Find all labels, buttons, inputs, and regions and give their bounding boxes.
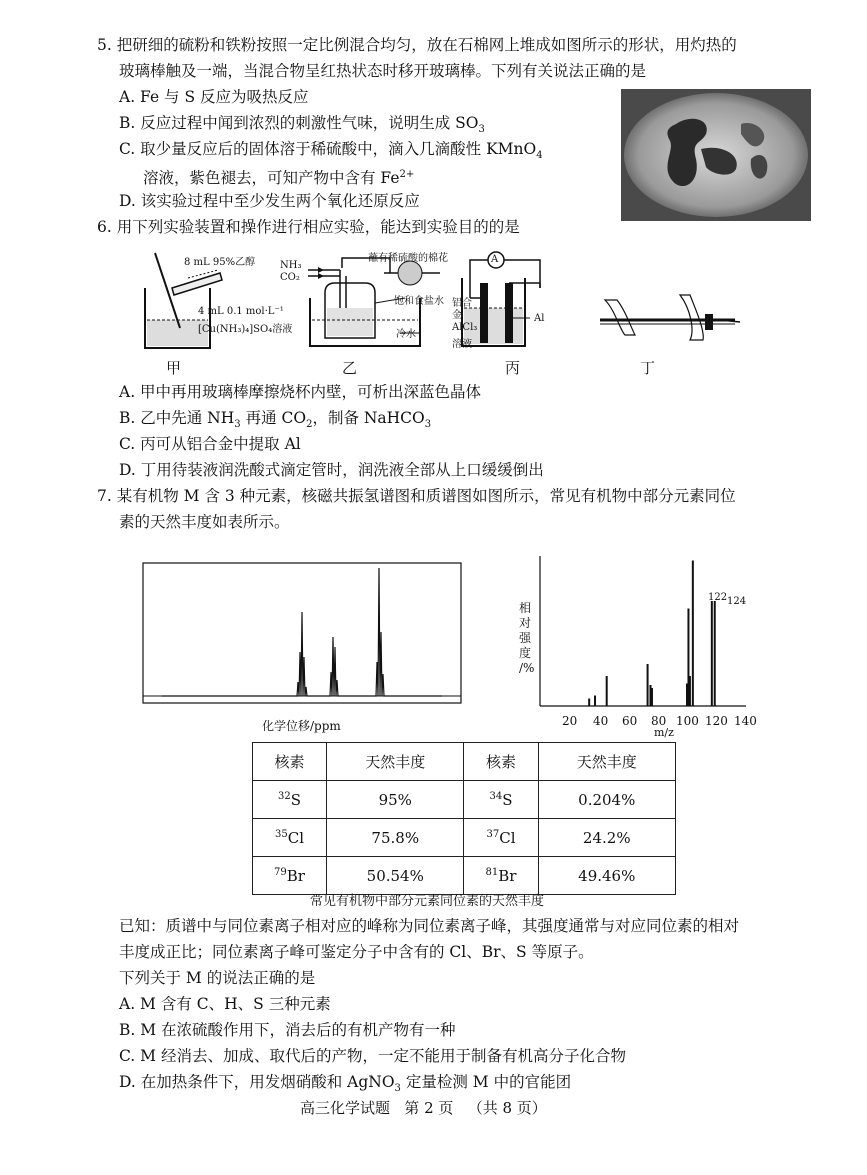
fig-jia-solution-label2: [Cu(NH₃)₄]SO₄溶液	[198, 324, 293, 335]
ms-peak	[689, 676, 691, 706]
q5-option-b: B. 反应过程中闻到浓烈的刺激性气味，说明生成 $SO_3$	[119, 114, 485, 136]
table-header: 天然丰度	[327, 743, 464, 781]
fig-yi-co2: CO₂	[280, 272, 300, 283]
ms-tick-100: 100	[676, 714, 699, 728]
nuclide-cell: $^{37}$Cl	[464, 819, 538, 857]
abundance-cell: 95%	[327, 781, 464, 819]
fig-bing-alloy1: 铝合	[452, 298, 472, 309]
q7-option-b: B. M 在浓硫酸作用下，消去后的有机产物有一种	[119, 1021, 456, 1039]
q6-stem: 6. 用下列实验装置和操作进行相应实验，能达到实验目的的是	[97, 218, 520, 236]
fig-bing-alcl3: AlCl₃	[452, 322, 478, 333]
fig-bing-alcl3-solution: 溶液	[452, 339, 472, 350]
q6-figure-ding	[595, 290, 745, 350]
q6-option-b: B. 乙中先通 $NH_3$ 再通 $CO_2$，制备 NaHCO$_3$	[119, 409, 432, 431]
ms-peak-label-124: 124	[727, 596, 747, 607]
ms-tick-120: 120	[705, 714, 728, 728]
table-header-row	[253, 743, 676, 781]
ms-peak	[606, 676, 608, 706]
nuclide-cell: $^{81}$Br	[464, 857, 538, 895]
ms-peak-label-122: 122	[708, 592, 728, 603]
q7-stem-line1: 7. 某有机物 M 含 3 种元素，核磁共振氢谱图和质谱图如图所示，常见有机物中部分元素同位	[97, 487, 736, 505]
fig-jia-solution-label1: 4 mL 0.1 mol·L⁻¹	[198, 306, 284, 317]
ms-peak	[594, 696, 596, 707]
nuclide-cell: $^{35}$Cl	[253, 819, 327, 857]
fig-caption-yi: 乙	[342, 359, 358, 377]
q6-option-c: C. 丙可从铝合金中提取 Al	[119, 435, 301, 453]
abundance-cell: 24.2%	[538, 819, 675, 857]
ms-peak	[692, 561, 694, 707]
fig-caption-jia: 甲	[166, 359, 182, 377]
fig-caption-bing: 丙	[505, 359, 521, 377]
fig-yi-brine: 饱和食盐水	[394, 296, 444, 307]
q5-stem-line2: 玻璃棒触及一端，当混合物呈红热状态时移开玻璃棒。下列有关说法正确的是	[119, 62, 647, 80]
fig-yi-cold-water: 冷水	[396, 329, 416, 340]
q7-known-line1: 已知：质谱中与同位素离子相对应的峰称为同位素离子峰，其强度通常与对应同位素的相对	[119, 917, 740, 935]
ms-tick-20: 20	[562, 714, 578, 728]
ms-peak	[711, 601, 713, 706]
q7-option-c: C. M 经消去、加成、取代后的产物，一定不能用于制备有机高分子化合物	[119, 1047, 626, 1065]
ms-peak	[651, 688, 653, 706]
nuclide-cell: $^{79}$Br	[253, 857, 327, 895]
q7-known-line2: 丰度成正比；同位素离子峰可鉴定分子中含有的 Cl、Br、S 等原子。	[119, 943, 594, 961]
ms-peak	[588, 699, 590, 707]
q7-stem-line2: 素的天然丰度如表所示。	[119, 513, 290, 531]
abundance-cell: 0.204%	[538, 781, 675, 819]
q5-option-a: A. Fe 与 S 反应为吸热反应	[119, 88, 309, 106]
ms-peak	[714, 601, 716, 706]
table-header: 天然丰度	[538, 743, 675, 781]
fig-bing-ammeter: A	[491, 254, 499, 265]
nuclide-cell: $^{34}$S	[464, 781, 538, 819]
ms-xlabel: m/z	[654, 726, 674, 739]
table-row	[253, 857, 676, 895]
nmr-xlabel: 化学位移/ppm	[262, 719, 341, 733]
q5-option-d: D. 该实验过程中至少发生两个氧化还原反应	[119, 192, 420, 210]
fig-yi-cotton: 蘸有稀硫酸的棉花	[368, 253, 448, 264]
abundance-cell: 50.54%	[327, 857, 464, 895]
fig-yi-nh3: NH₃	[280, 260, 302, 271]
fig-bing-alloy2: 金	[452, 310, 462, 321]
q5-option-c-line2: 溶液，紫色褪去，可知产物中含有 $Fe^{2+}$	[143, 169, 415, 188]
q5-stem-line1: 5. 把研细的硫粉和铁粉按照一定比例混合均匀，放在石棉网上堆成如图所示的形状，用灼热的	[97, 36, 737, 54]
q6-option-a: A. 甲中再用玻璃棒摩擦烧杯内壁，可析出深蓝色晶体	[119, 383, 482, 401]
ms-tick-40: 40	[593, 714, 609, 728]
ms-ylabel: 相 对 强 度 /%	[519, 601, 535, 675]
nuclide-cell: $^{32}$S	[253, 781, 327, 819]
table-header: 核素	[253, 743, 327, 781]
q5-option-c-line1: C. 取少量反应后的固体溶于稀硫酸中，滴入几滴酸性 KMnO$_4$	[119, 140, 543, 162]
ms-chart	[536, 556, 766, 714]
abundance-cell: 49.46%	[538, 857, 675, 895]
ms-tick-140: 140	[734, 714, 757, 728]
ms-tick-80: 80	[651, 714, 667, 728]
q6-option-d: D. 丁用待装液润洗酸式滴定管时，润洗液全部从上口缓缓倒出	[119, 461, 544, 479]
table-caption: 常见有机物中部分元素同位素的天然丰度	[310, 894, 545, 909]
q7-option-a: A. M 含有 C、H、S 三种元素	[119, 995, 331, 1013]
fig-jia-ethanol-label: 8 mL 95%乙醇	[184, 257, 256, 268]
q7-ask: 下列关于 M 的说法正确的是	[119, 969, 316, 987]
table-header: 核素	[464, 743, 538, 781]
fig-bing-al: Al	[534, 313, 545, 324]
nmr-spectrum	[142, 562, 462, 712]
fig-caption-ding: 丁	[640, 359, 656, 377]
q7-option-d: D. 在加热条件下，用发烟硝酸和 AgNO$_3$ 定量检测 M 中的官能团	[119, 1073, 572, 1095]
abundance-cell: 75.8%	[327, 819, 464, 857]
table-row	[253, 819, 676, 857]
page-footer: 高三化学试题 第 2 页 （共 8 页）	[300, 1099, 547, 1117]
isotope-table	[252, 742, 676, 895]
ms-tick-60: 60	[622, 714, 638, 728]
table-row	[253, 781, 676, 819]
q5-photo-iron-sulfur	[621, 89, 811, 221]
ms-peak	[647, 664, 649, 706]
